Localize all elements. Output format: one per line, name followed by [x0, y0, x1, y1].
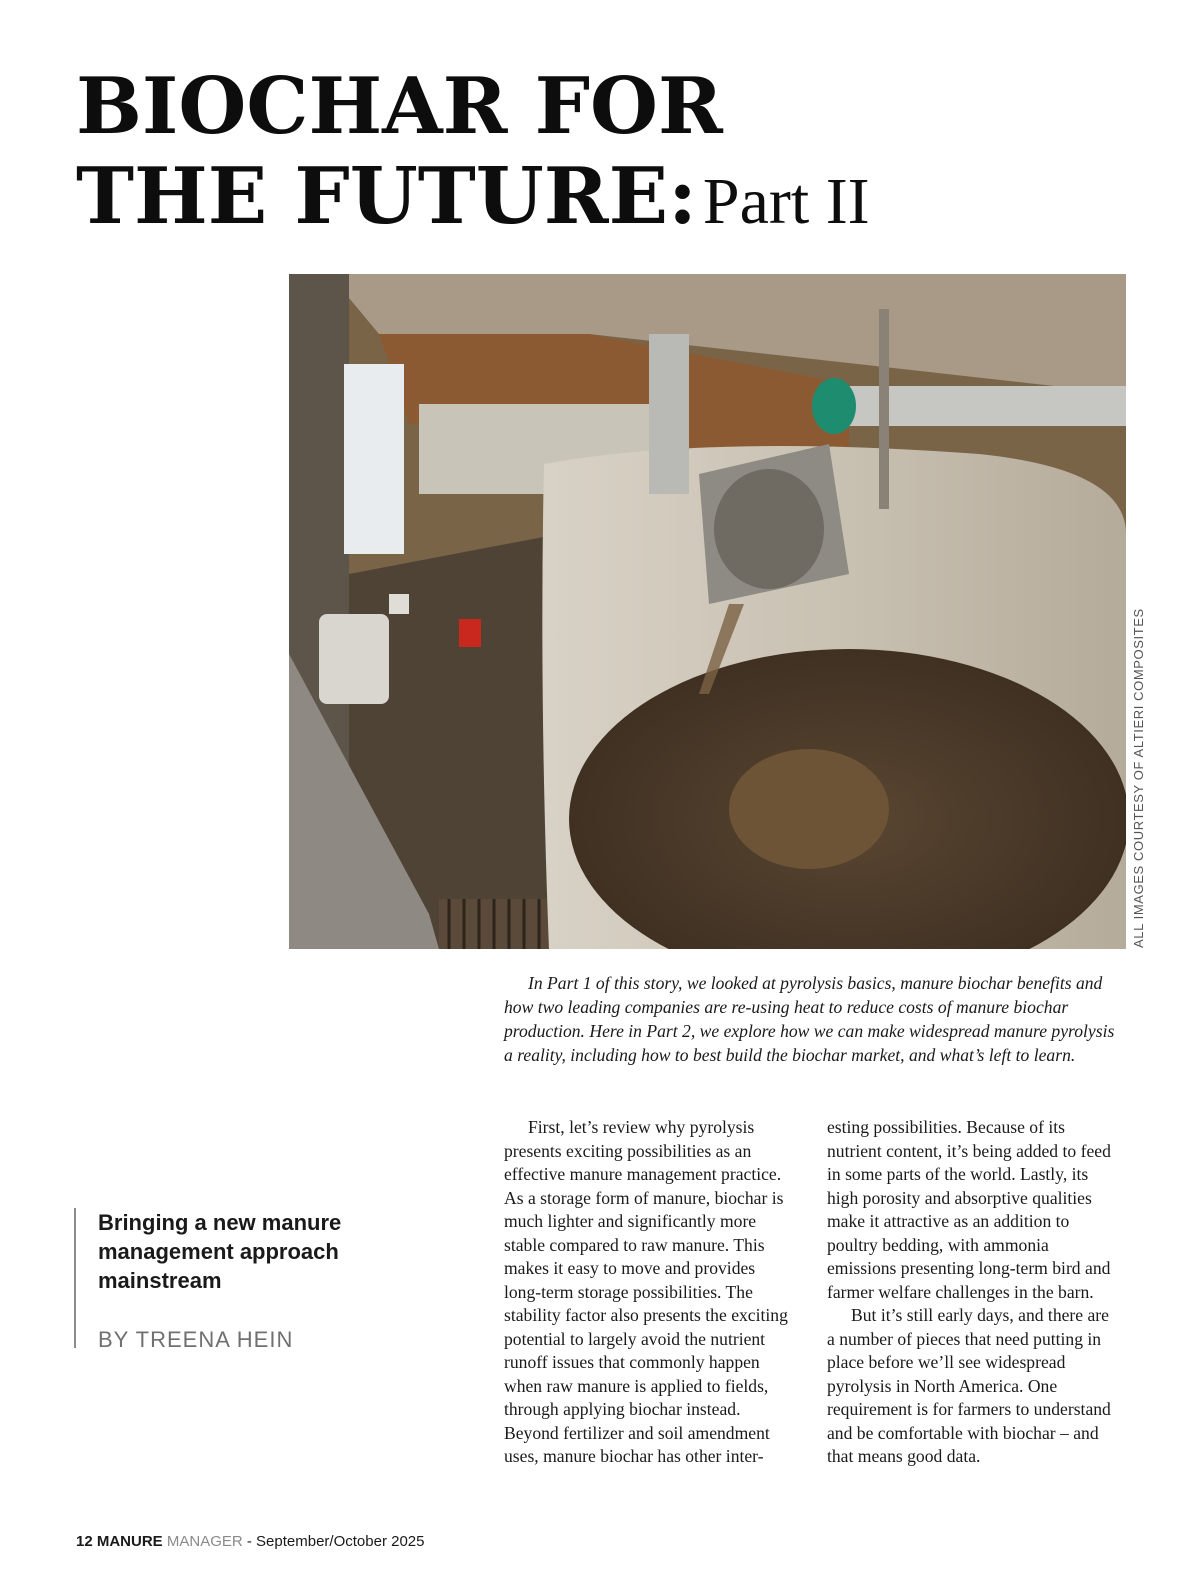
title-line-1: BIOCHAR FOR	[76, 61, 723, 152]
title-part: Part II	[702, 165, 870, 238]
byline: BY TREENA HEIN	[98, 1327, 294, 1352]
deck-text: Bringing a new manure management approach mainstream	[98, 1210, 342, 1293]
magazine-brand-bold: MANURE	[96, 1533, 163, 1550]
photo-credit: ALL IMAGES COURTESY OF ALTIERI COMPOSITES	[1131, 608, 1146, 948]
article-deck	[74, 1208, 398, 1352]
page-number: 12	[76, 1533, 93, 1550]
magazine-brand-light: MANAGER	[166, 1533, 243, 1550]
body-paragraph-2: But it’s still early days, and there are a number of pieces that need putting in place before we’ll see widespread pyrolysis in North America. One requirement is for farmers to understand and be comfortable with biochar – and that means good data.	[827, 1305, 1111, 1466]
biochar-hopper-photo-icon	[289, 274, 1126, 949]
page-footer	[76, 1533, 424, 1550]
body-paragraph-1: First, let’s review why pyrolysis presents exciting possibilities as an effective manure management practice. As a storage form of manure, biochar is much lighter and significantly more stable compared to raw manure. This makes it easy to move and provides long-term storage possibilities. The stability factor also presents the exciting potential to largely avoid the nutrient runoff issues that commonly happen when raw manure is applied to fields, through applying biochar instead. Beyond fertilizer and soil amendment uses, manure biochar has other inter-	[504, 1117, 788, 1466]
body-paragraph-1-continued: esting possibilities. Because of its nutrient content, it’s being added to feed in some parts of the world. Lastly, its high porosity and absorptive qualities make it attractive as an addition to poultry bedding, with ammonia emissions presenting long-term bird and farmer welfare challenges in the barn.	[827, 1117, 1111, 1302]
issue-date: - September/October 2025	[242, 1533, 425, 1550]
title-line-2: THE FUTURE:	[76, 151, 697, 242]
body-column-1	[504, 1116, 796, 1469]
article-photo	[289, 274, 1126, 949]
intro-text: In Part 1 of this story, we looked at pyrolysis basics, manure biochar benefits and how two leading companies are re-using heat to reduce costs of manure biochar production. Here in Part 2, we explore how we can make widespread manure pyrolysis a reality, including how to best build the biochar market, and what’s left to learn.	[504, 973, 1115, 1065]
article-title	[76, 62, 870, 247]
body-column-2	[827, 1116, 1119, 1469]
intro-paragraph	[504, 971, 1124, 1067]
